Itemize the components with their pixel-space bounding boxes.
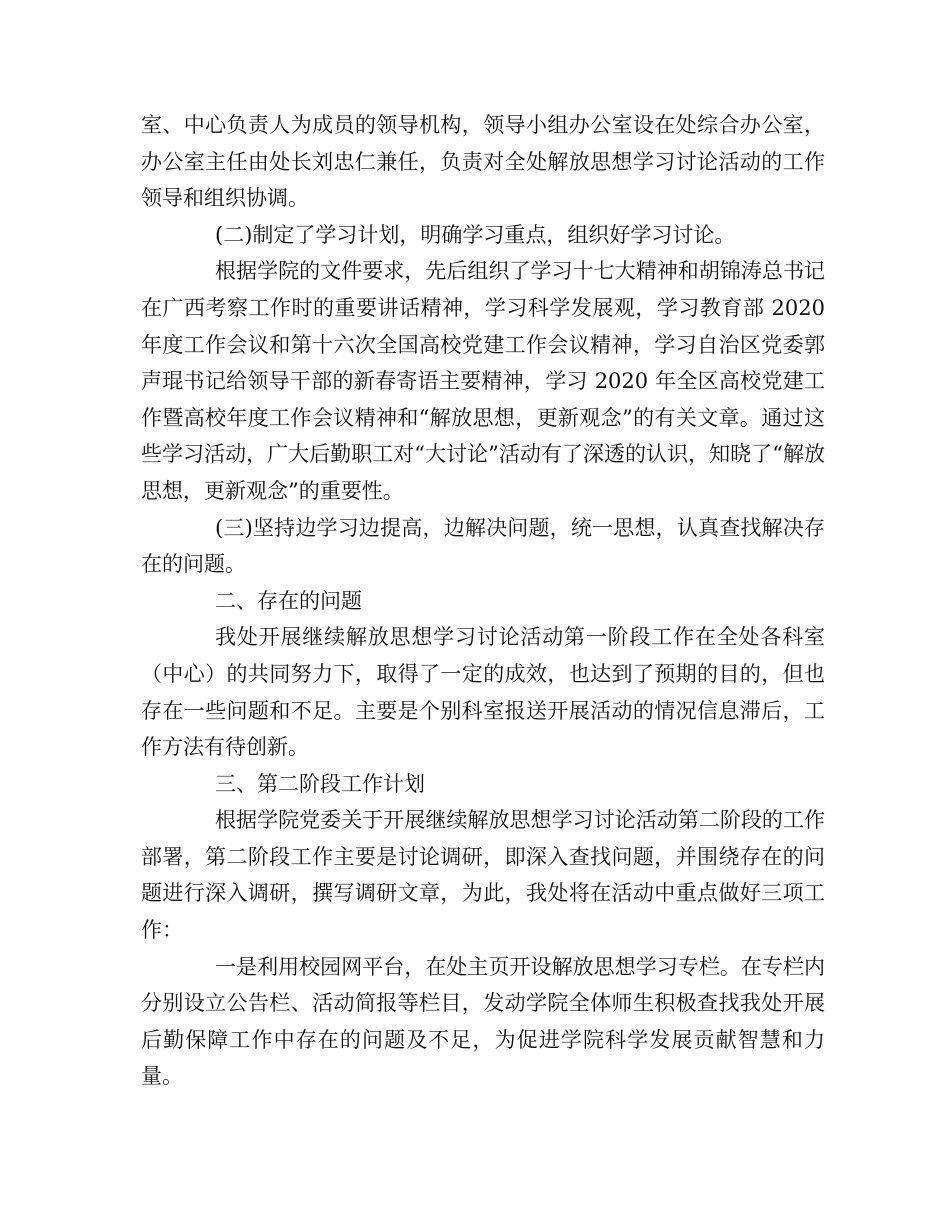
paragraph-section-3-heading: (三)坚持边学习边提高，边解决问题，统一思想，认真查找解决存在的问题。 (141, 515, 825, 577)
document-body (141, 107, 825, 1095)
heading-existing-problems: 二、存在的问题 (215, 588, 362, 613)
paragraph-problems: 我处开展继续解放思想学习讨论活动第一阶段工作在全处各科室（中心）的共同努力下，取得了一定的成效，也达到了预期的目的，但也存在一些问题和不足。主要是个别科室报送开展活动的情况信息滞后，工作方法有待创新。 (141, 625, 825, 760)
paragraph-section-2-heading: (二)制定了学习计划，明确学习重点，组织好学习讨论。 (215, 222, 736, 247)
paragraph-continuation: 室、中心负责人为成员的领导机构，领导小组办公室设在处综合办公室，办公室主任由处长刘忠仁兼任，负责对全处解放思想学习讨论活动的工作领导和组织协调。 (141, 113, 825, 211)
heading-phase-two-plan: 三、第二阶段工作计划 (215, 771, 425, 796)
paragraph-task-one: 一是利用校园网平台，在处主页开设解放思想学习专栏。在专栏内分别设立公告栏、活动简报等栏目，发动学院全体师生积极查找我处开展后勤保障工作中存在的问题及不足，为促进学院科学发展贡献智慧和力量。 (141, 954, 825, 1089)
paragraph-phase-two: 根据学院党委关于开展继续解放思想学习讨论活动第二阶段的工作部署，第二阶段工作主要是讨论调研，即深入查找问题，并围绕存在的问题进行深入调研，撰写调研文章，为此，我处将在活动中重点做好三项工作： (141, 808, 825, 943)
paragraph-study-content: 根据学院的文件要求，先后组织了学习十七大精神和胡锦涛总书记在广西考察工作时的重要讲话精神，学习科学发展观，学习教育部 2020 年度工作会议和第十六次全国高校党建工作会议精神，学习自治区党委郭声琨书记给领导干部的新春寄语主要精神，学习 2020 年全区高校党建工作暨高校年度工作会议精神和“解放思想，更新观念”的有关文章。通过这些学习活动，广大后勤职工对“大讨论”活动有了深透的认识，知晓了“解放思想，更新观念”的重要性。 (141, 259, 825, 503)
